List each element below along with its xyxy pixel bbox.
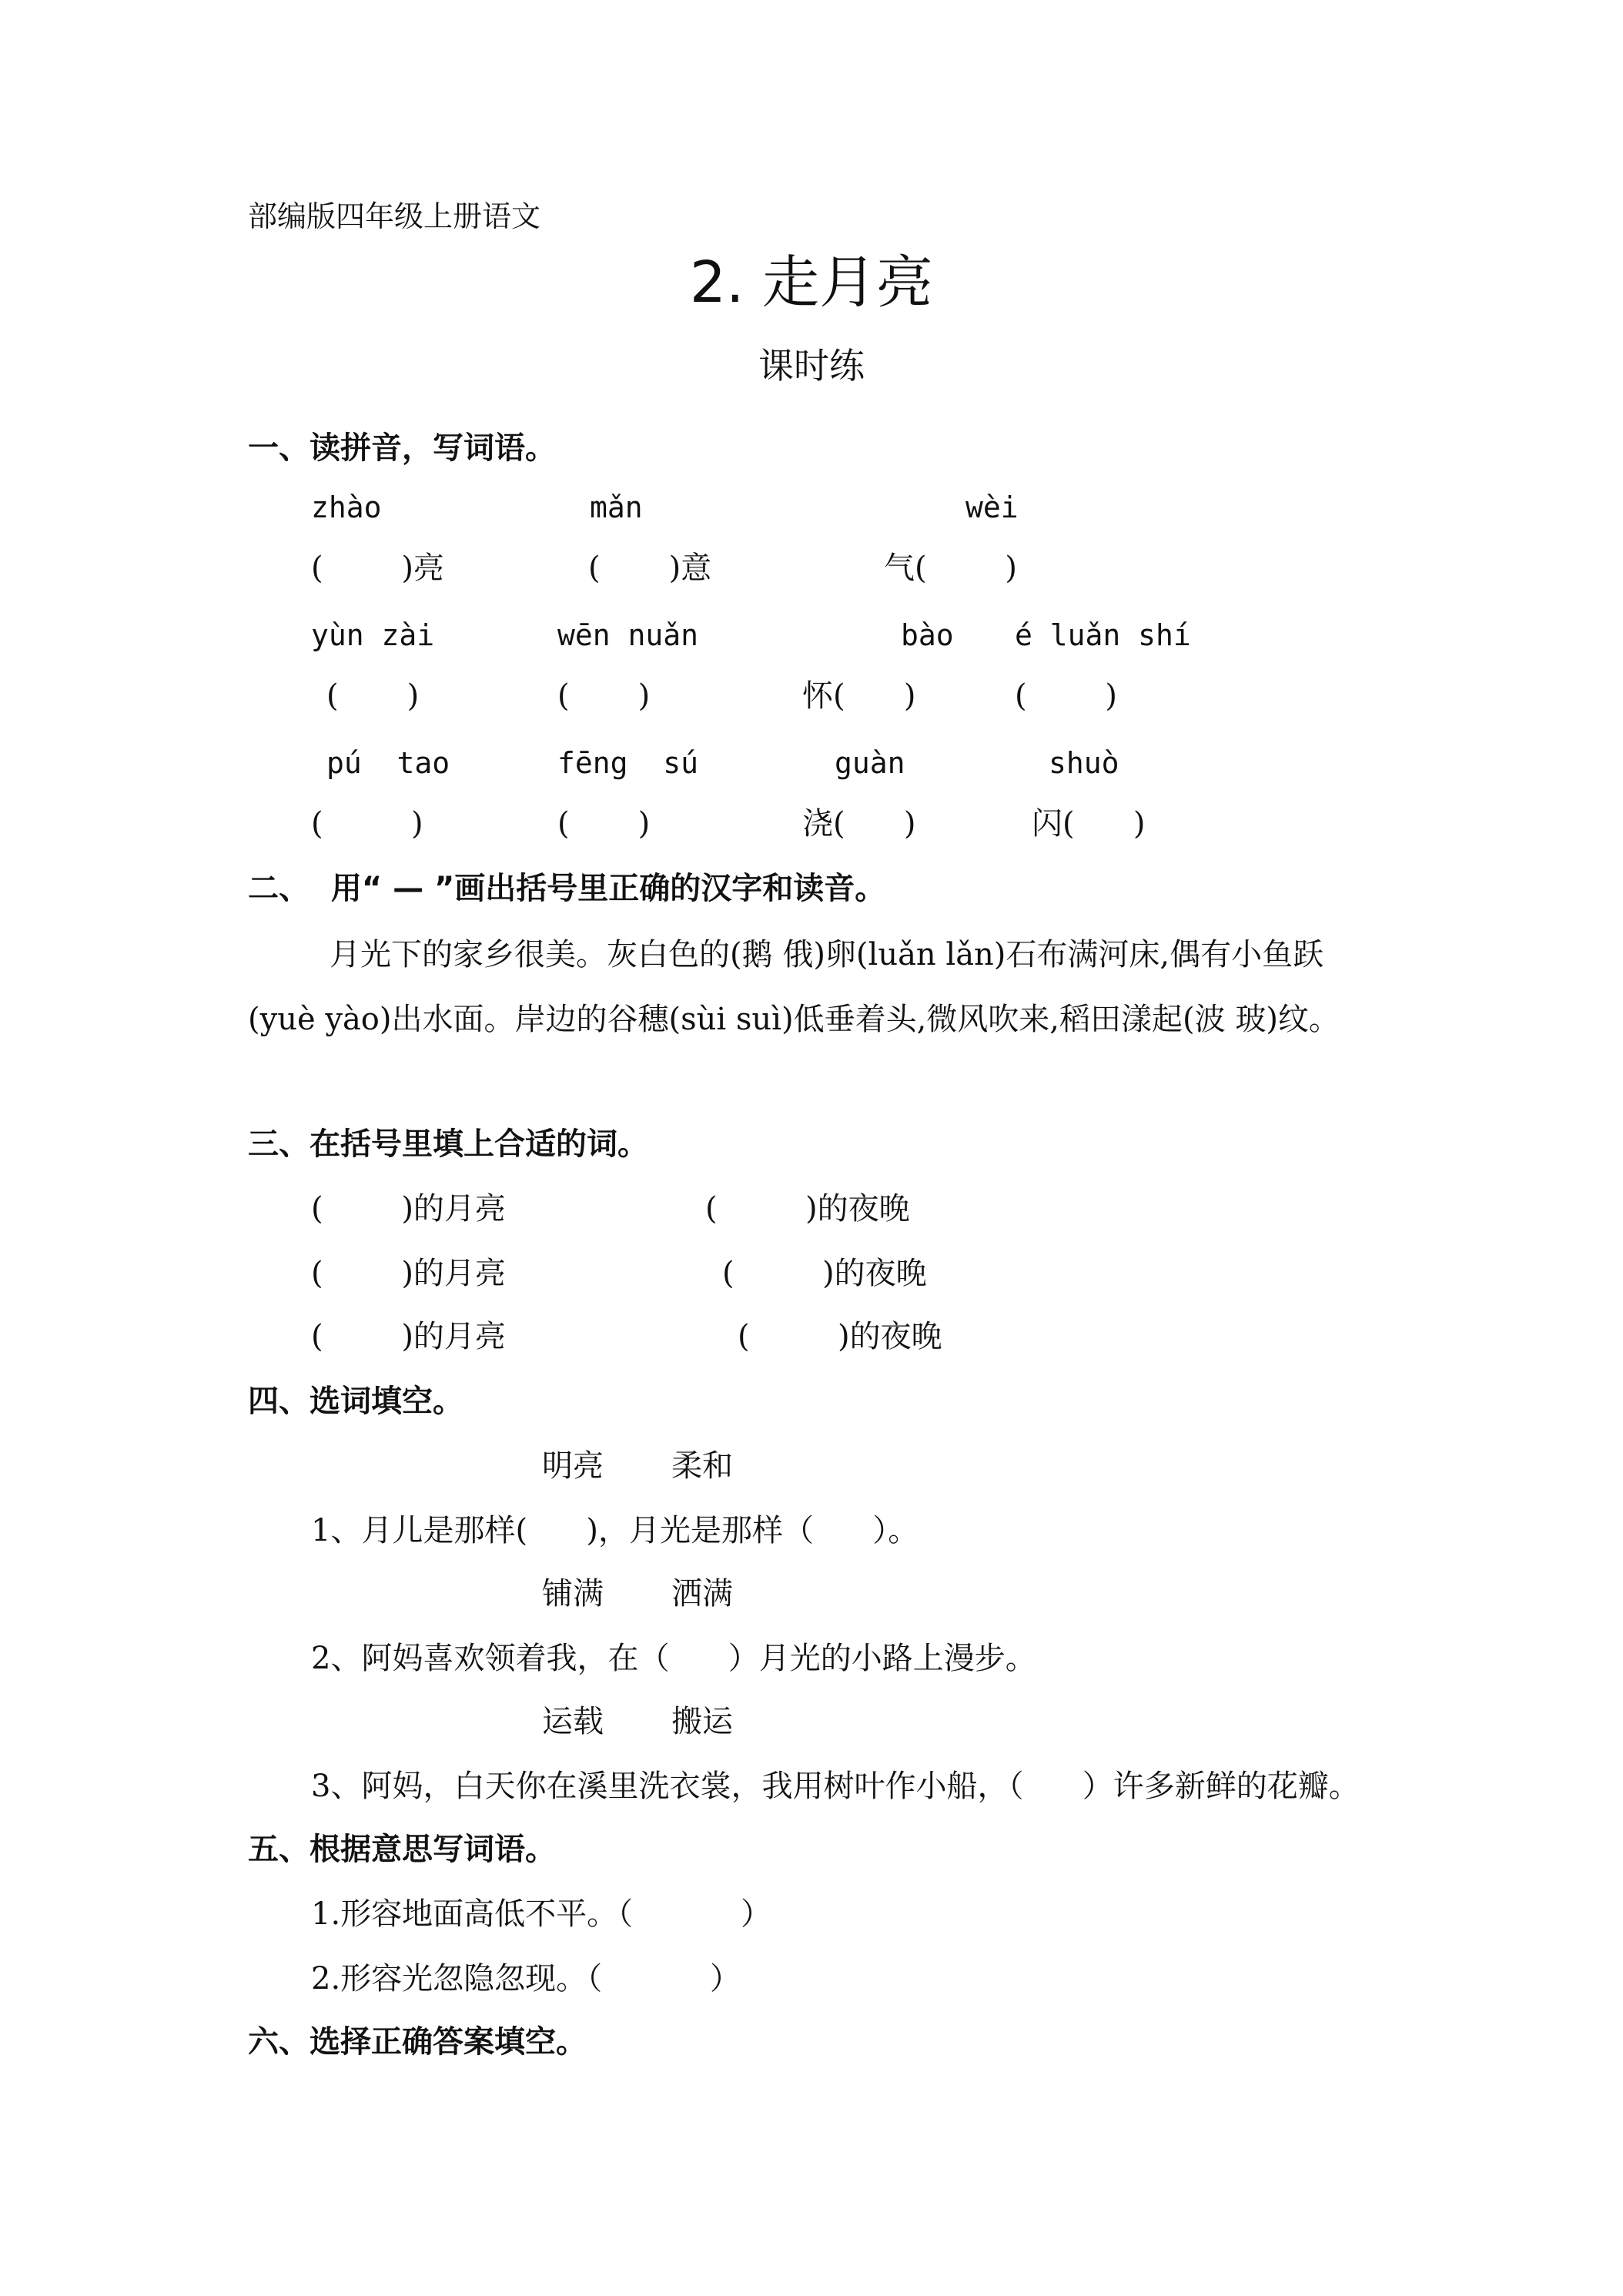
word-option: 柔和 — [671, 1448, 733, 1484]
answer-blank[interactable]: ( ) — [557, 678, 651, 714]
answer-blank[interactable]: ( )意 — [588, 551, 712, 586]
answer-blank[interactable]: 气( ) — [884, 551, 1017, 586]
word-option: 搬运 — [671, 1704, 733, 1739]
pinyin: fēng sú — [557, 746, 699, 780]
pinyin: wēn nuǎn — [557, 618, 699, 652]
answer-blank[interactable]: 怀( ) — [802, 678, 916, 714]
fill-blank[interactable]: ( )的月亮 — [311, 1256, 506, 1291]
answer-blank[interactable]: 浇( ) — [802, 806, 916, 842]
section-1-heading: 一、读拼音，写词语。 — [248, 430, 556, 466]
answer-blank[interactable]: ( ) — [311, 806, 423, 842]
pinyin: zhào — [311, 490, 382, 524]
pinyin: bào — [901, 618, 954, 652]
fill-blank[interactable]: ( )的夜晚 — [705, 1191, 910, 1227]
section-2-paragraph: 月光下的家乡很美。灰白色的(鹅 俄)卵(luǎn lǎn)石布满河床,偶有小鱼跃(yuè yào)出水面。岸边的谷穗(sùi suì)低垂着头,微风吹来,稻田漾起(波 玻)纹。 — [248, 937, 1340, 1037]
section-4-heading: 四、选词填空。 — [248, 1384, 463, 1419]
pinyin: yùn zài — [311, 618, 435, 652]
question-2[interactable]: 2.形容光忽隐忽现。（ ） — [311, 1961, 741, 1996]
pinyin: wèi — [965, 490, 1019, 524]
question-1[interactable]: 1、月儿是那样( )，月光是那样（ ）。 — [311, 1513, 919, 1548]
pinyin: é luǎn shí — [1015, 618, 1191, 652]
pinyin: pú tao — [326, 746, 450, 780]
answer-blank[interactable]: ( ) — [1015, 678, 1117, 714]
word-option: 铺满 — [542, 1576, 604, 1612]
section-3-heading: 三、在括号里填上合适的词。 — [248, 1126, 648, 1162]
pinyin: shuò — [1049, 746, 1119, 780]
pinyin: guàn — [835, 746, 905, 780]
question-3[interactable]: 3、阿妈，白天你在溪里洗衣裳，我用树叶作小船，（ ）许多新鲜的花瓣。 — [311, 1769, 1360, 1804]
answer-blank[interactable]: 闪( ) — [1032, 806, 1146, 842]
pinyin: mǎn — [590, 490, 643, 524]
fill-blank[interactable]: ( )的月亮 — [311, 1191, 506, 1227]
fill-blank[interactable]: ( )的夜晚 — [722, 1256, 927, 1291]
answer-blank[interactable]: ( ) — [557, 806, 651, 842]
section-5-heading: 五、根据意思写词语。 — [248, 1832, 556, 1867]
page-title: 2. 走月亮 — [689, 249, 934, 316]
question-1[interactable]: 1.形容地面高低不平。（ ） — [311, 1896, 772, 1932]
fill-blank[interactable]: ( )的月亮 — [311, 1319, 506, 1354]
answer-blank[interactable]: ( )亮 — [311, 551, 444, 586]
word-option: 明亮 — [542, 1448, 604, 1484]
header-label: 部编版四年级上册语文 — [248, 199, 541, 233]
section-6-heading: 六、选择正确答案填空。 — [248, 2024, 587, 2060]
answer-blank[interactable]: ( ) — [326, 678, 420, 714]
word-option: 运载 — [542, 1704, 604, 1739]
question-2[interactable]: 2、阿妈喜欢领着我，在（ ）月光的小路上漫步。 — [311, 1641, 1036, 1676]
fill-blank[interactable]: ( )的夜晚 — [738, 1319, 942, 1354]
section-2-heading: 二、 用“ — ”画出括号里正确的汉字和读音。 — [248, 871, 886, 906]
word-option: 洒满 — [671, 1576, 733, 1612]
page-subtitle: 课时练 — [758, 345, 865, 387]
